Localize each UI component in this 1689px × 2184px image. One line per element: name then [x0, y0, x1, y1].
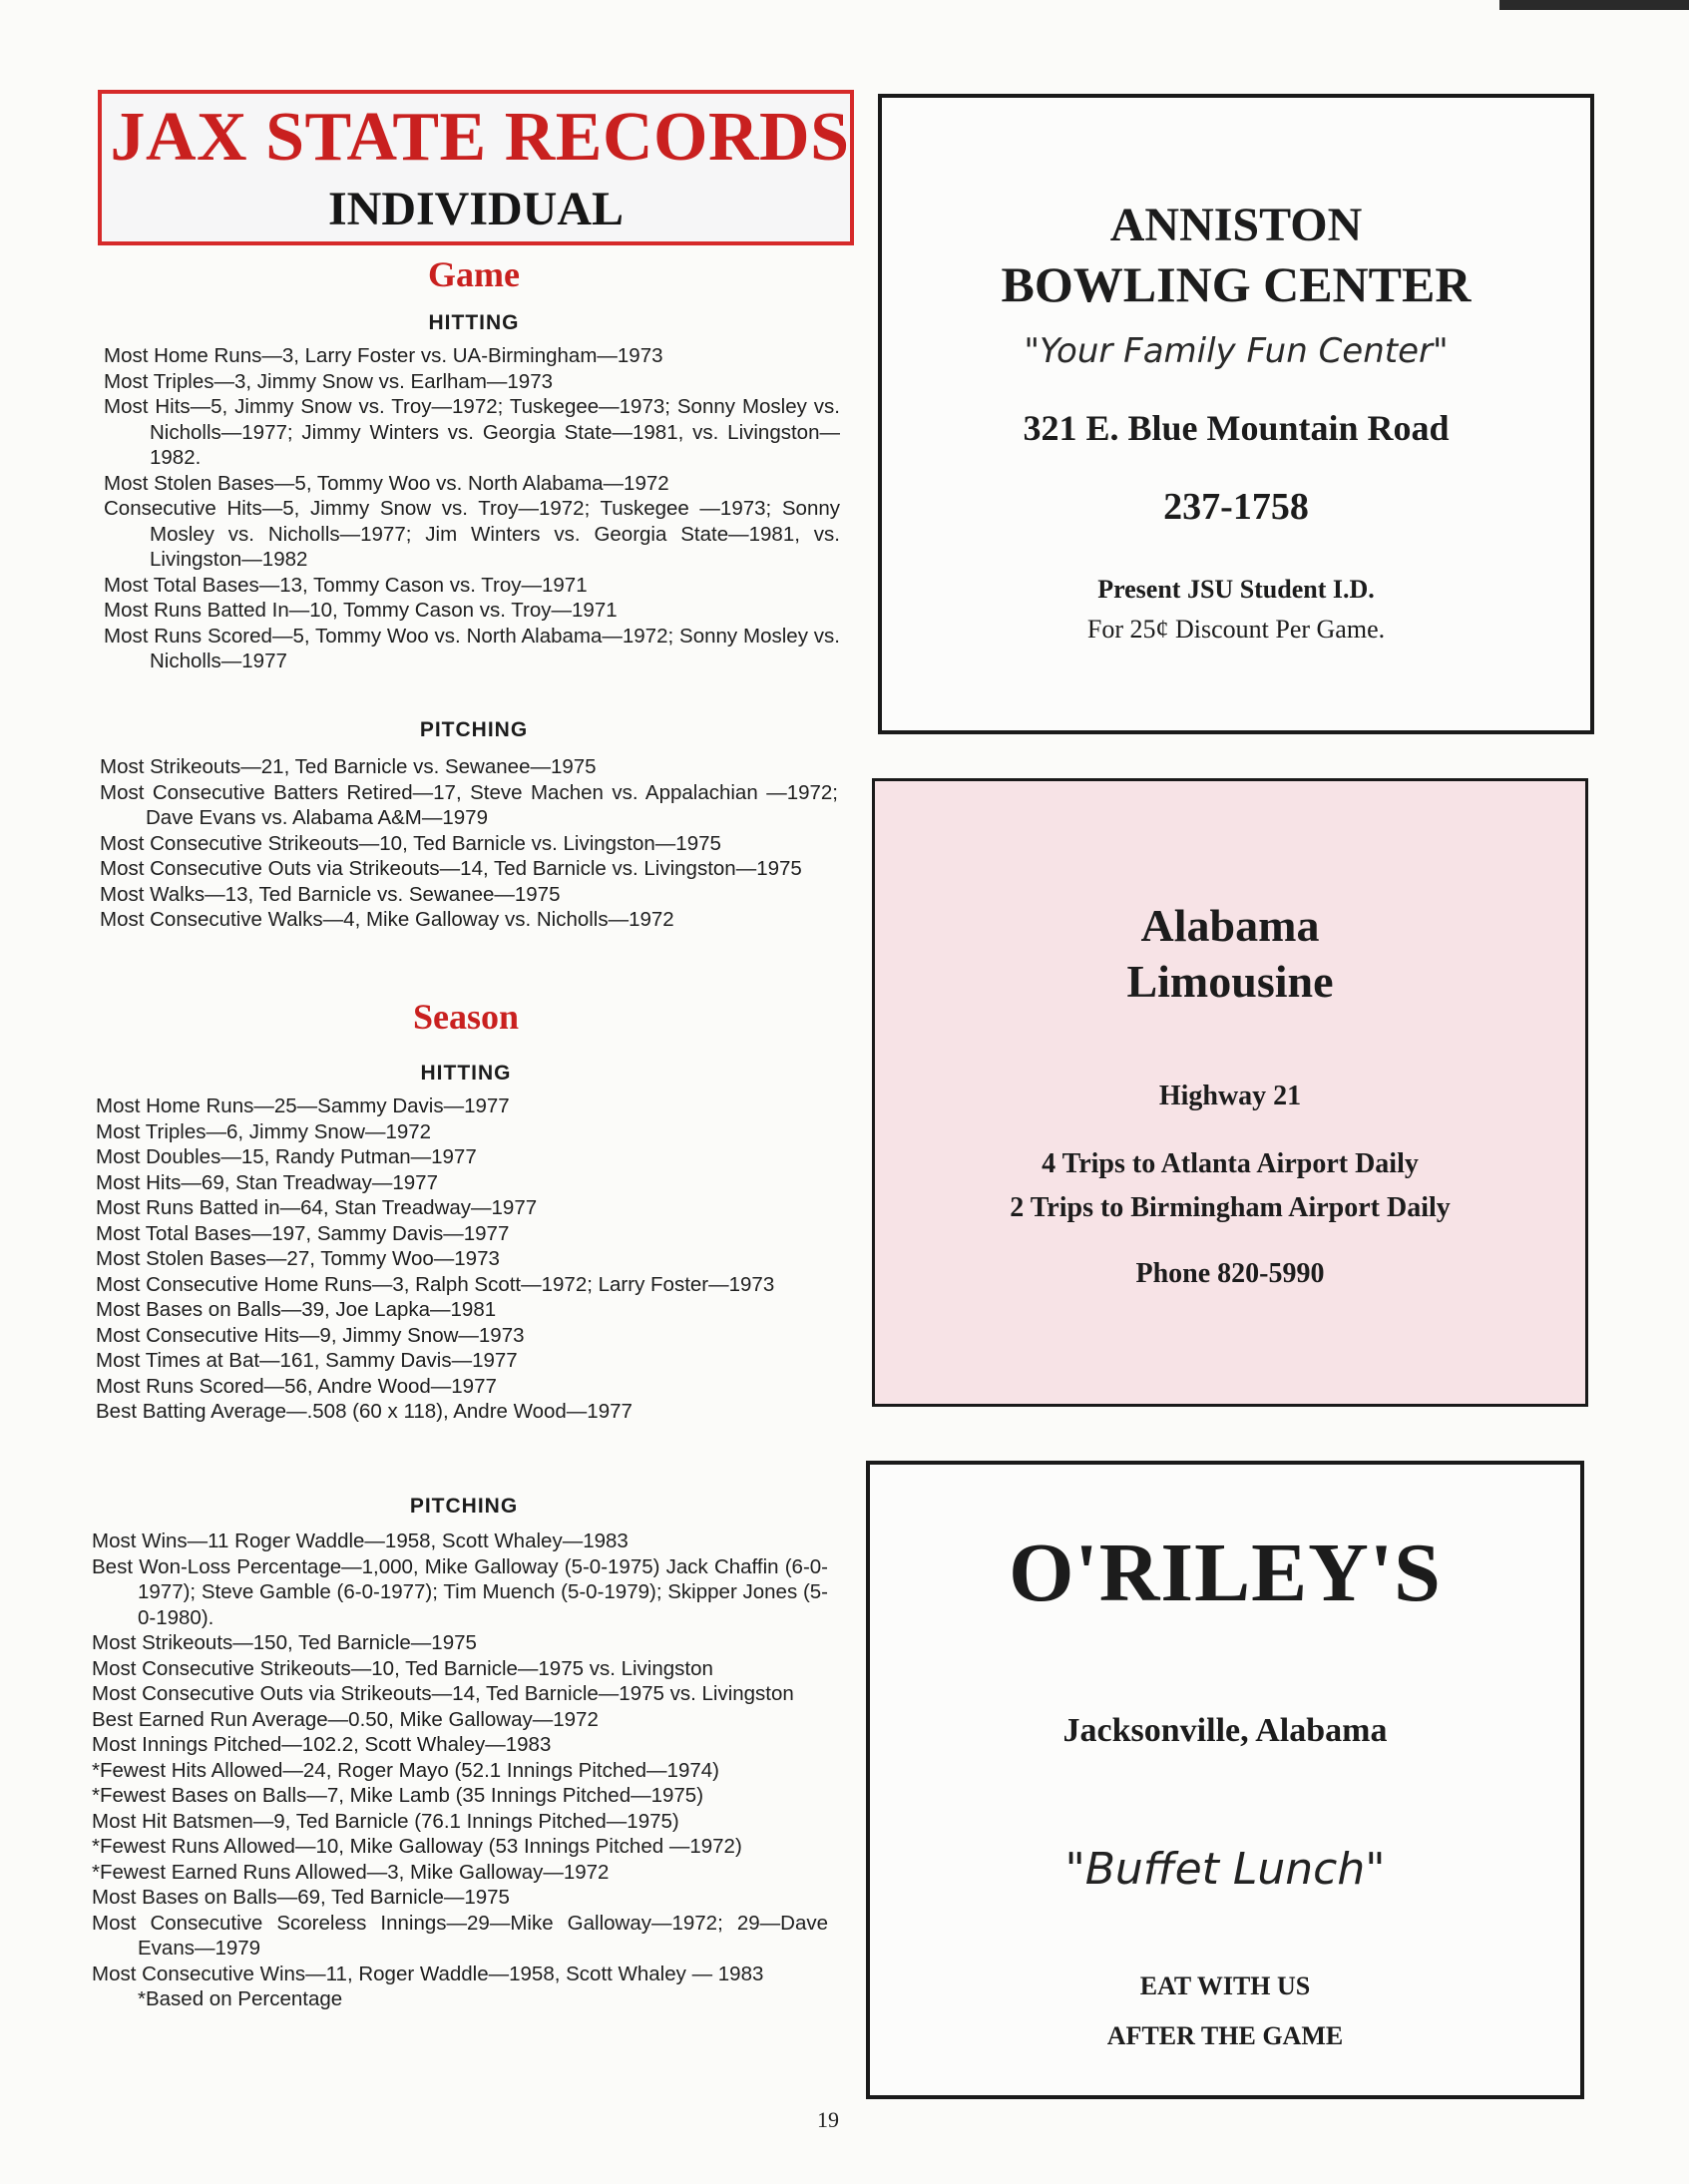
- record-item: Most Consecutive Walks—4, Mike Galloway vs. Nicholls—1972: [100, 908, 674, 931]
- record-item: Best Batting Average—.508 (60 x 118), Andre Wood—1977: [96, 1400, 633, 1423]
- title-banner: [98, 90, 854, 245]
- record-item: *Fewest Hits Allowed—24, Roger Mayo (52.1 Innings Pitched—1974): [92, 1758, 719, 1782]
- section-season-heading: Season: [412, 997, 520, 1037]
- ad-limo-name-1: Alabama: [1140, 900, 1320, 951]
- record-item: Most Consecutive Outs via Strikeouts—14, Ted Barnicle—1975 vs. Livingston: [92, 1682, 794, 1705]
- ad-anniston-offer-1: Present JSU Student I.D.: [1097, 575, 1375, 604]
- game-hitting-heading: HITTING: [428, 311, 520, 334]
- record-item: Most Strikeouts—21, Ted Barnicle vs. Sewanee—1975: [100, 755, 597, 778]
- ad-limo-phone: Phone 820-5990: [1135, 1258, 1325, 1289]
- record-item: Most Hits—5, Jimmy Snow vs. Troy—1972; Tuskegee—1973; Sonny Mosley vs. Nicholls—1977; Jimmy Winters vs. Georgia State—1981, vs. Livingston—1982.: [104, 395, 840, 469]
- record-item: Most Consecutive Wins—11, Roger Waddle—1958, Scott Whaley — 1983: [92, 1962, 764, 1985]
- record-item: Most Consecutive Scoreless Innings—29—Mike Galloway—1972; 29—Dave Evans—1979: [92, 1911, 828, 1960]
- ad-anniston-name-2: BOWLING CENTER: [1001, 256, 1472, 312]
- ad-anniston-name-1: ANNISTON: [1109, 199, 1363, 251]
- scan-edge: [1499, 0, 1689, 10]
- ad-oriley-cta-1: EAT WITH US: [1139, 1971, 1311, 2000]
- record-item: Consecutive Hits—5, Jimmy Snow vs. Troy—1972; Tuskegee —1973; Sonny Mosley vs. Nicholls—1977; Jim Winters vs. Georgia State—1981, vs. Livingston—1982: [104, 497, 840, 571]
- record-item: Most Hit Batsmen—9, Ted Barnicle (76.1 Innings Pitched—1975): [92, 1809, 679, 1833]
- record-item: Most Runs Batted in—64, Stan Treadway—1977: [96, 1196, 538, 1219]
- record-item: Most Stolen Bases—27, Tommy Woo—1973: [96, 1247, 500, 1270]
- record-item: Most Strikeouts—150, Ted Barnicle—1975: [92, 1631, 477, 1654]
- ad-limo-name-2: Limousine: [1126, 956, 1334, 1007]
- page-title: JAX STATE RECORDS: [110, 99, 850, 176]
- record-item: Most Consecutive Hits—9, Jimmy Snow—1973: [96, 1323, 525, 1347]
- ad-anniston-tagline: "Your Family Fun Center": [1024, 331, 1449, 371]
- season-hitting-heading: HITTING: [420, 1062, 512, 1085]
- record-item: Most Wins—11 Roger Waddle—1958, Scott Whaley—1983: [92, 1529, 629, 1552]
- ad-anniston-offer-2: For 25¢ Discount Per Game.: [1086, 615, 1386, 644]
- season-pitching-heading: PITCHING: [409, 1495, 519, 1518]
- ad-orileys: [866, 1461, 1584, 2099]
- record-item: Most Runs Scored—56, Andre Wood—1977: [96, 1374, 497, 1398]
- record-item: Most Home Runs—3, Larry Foster vs. UA-Birmingham—1973: [104, 344, 663, 367]
- record-item: *Fewest Bases on Balls—7, Mike Lamb (35 Innings Pitched—1975): [92, 1784, 704, 1807]
- record-item: Most Triples—6, Jimmy Snow—1972: [96, 1119, 432, 1143]
- ad-limo-trips-1: 4 Trips to Atlanta Airport Daily: [1042, 1148, 1419, 1179]
- ad-oriley-location: Jacksonville, Alabama: [1062, 1712, 1388, 1749]
- record-item: Most Runs Batted In—10, Tommy Cason vs. Troy—1971: [104, 599, 618, 622]
- record-item: Most Times at Bat—161, Sammy Davis—1977: [96, 1349, 518, 1372]
- record-item: Most Consecutive Outs via Strikeouts—14, Ted Barnicle vs. Livingston—1975: [100, 857, 802, 880]
- page-subtitle: INDIVIDUAL: [327, 183, 625, 235]
- section-game-heading: Game: [428, 254, 520, 294]
- record-item: Most Total Bases—197, Sammy Davis—1977: [96, 1221, 510, 1245]
- page-number: 19: [817, 2107, 839, 2132]
- record-item: Best Won-Loss Percentage—1,000, Mike Galloway (5-0-1975) Jack Chaffin (6-0-1977); Steve Gamble (6-0-1977); Tim Muench (5-0-1979); Skipper Jones (5-0-1980).: [92, 1554, 828, 1629]
- record-item: Most Stolen Bases—5, Tommy Woo vs. North Alabama—1972: [104, 471, 669, 495]
- record-item: *Fewest Earned Runs Allowed—3, Mike Galloway—1972: [92, 1860, 610, 1884]
- record-item: Most Consecutive Strikeouts—10, Ted Barnicle vs. Livingston—1975: [100, 831, 721, 855]
- record-item: Best Earned Run Average—0.50, Mike Galloway—1972: [92, 1707, 599, 1731]
- record-item: Most Consecutive Strikeouts—10, Ted Barnicle—1975 vs. Livingston: [92, 1656, 713, 1680]
- ad-alabama-limousine: [872, 778, 1588, 1407]
- ad-anniston-address: 321 E. Blue Mountain Road: [1023, 408, 1450, 448]
- record-item: Most Triples—3, Jimmy Snow vs. Earlham—1973: [104, 369, 553, 393]
- footnote: *Based on Percentage: [138, 1987, 343, 2010]
- record-item: Most Bases on Balls—39, Joe Lapka—1981: [96, 1298, 497, 1321]
- ad-limo-location: Highway 21: [1158, 1081, 1302, 1111]
- record-item: Most Total Bases—13, Tommy Cason vs. Troy—1971: [104, 573, 588, 597]
- game-pitching-heading: PITCHING: [419, 718, 529, 741]
- record-item: Most Home Runs—25—Sammy Davis—1977: [96, 1094, 510, 1117]
- ad-oriley-cta-2: AFTER THE GAME: [1106, 2021, 1344, 2050]
- ad-oriley-name: O'RILEY'S: [1009, 1527, 1442, 1619]
- record-item: Most Runs Scored—5, Tommy Woo vs. North Alabama—1972; Sonny Mosley vs. Nicholls—1977: [104, 624, 840, 672]
- record-item: *Fewest Runs Allowed—10, Mike Galloway (53 Innings Pitched —1972): [92, 1835, 742, 1858]
- ad-anniston-phone: 237-1758: [1163, 486, 1309, 528]
- game-hitting-list: [104, 343, 840, 674]
- record-item: Most Bases on Balls—69, Ted Barnicle—1975: [92, 1886, 510, 1909]
- record-item: Most Consecutive Batters Retired—17, Steve Machen vs. Appalachian —1972; Dave Evans vs. Alabama A&M—1979: [100, 780, 838, 829]
- game-pitching-list: [100, 754, 838, 933]
- season-hitting-list: [96, 1093, 834, 1425]
- season-pitching-list: [92, 1529, 828, 2012]
- ad-limo-trips-2: 2 Trips to Birmingham Airport Daily: [1010, 1192, 1451, 1223]
- record-item: Most Innings Pitched—102.2, Scott Whaley—1983: [92, 1733, 552, 1756]
- ad-oriley-tagline: "Buffet Lunch": [1064, 1844, 1386, 1895]
- record-item: Most Hits—69, Stan Treadway—1977: [96, 1170, 438, 1194]
- record-item: Most Walks—13, Ted Barnicle vs. Sewanee—1975: [100, 882, 561, 906]
- record-item: Most Consecutive Home Runs—3, Ralph Scott—1972; Larry Foster—1973: [96, 1272, 775, 1296]
- ad-anniston-bowling: [878, 94, 1594, 734]
- record-item: Most Doubles—15, Randy Putman—1977: [96, 1145, 477, 1168]
